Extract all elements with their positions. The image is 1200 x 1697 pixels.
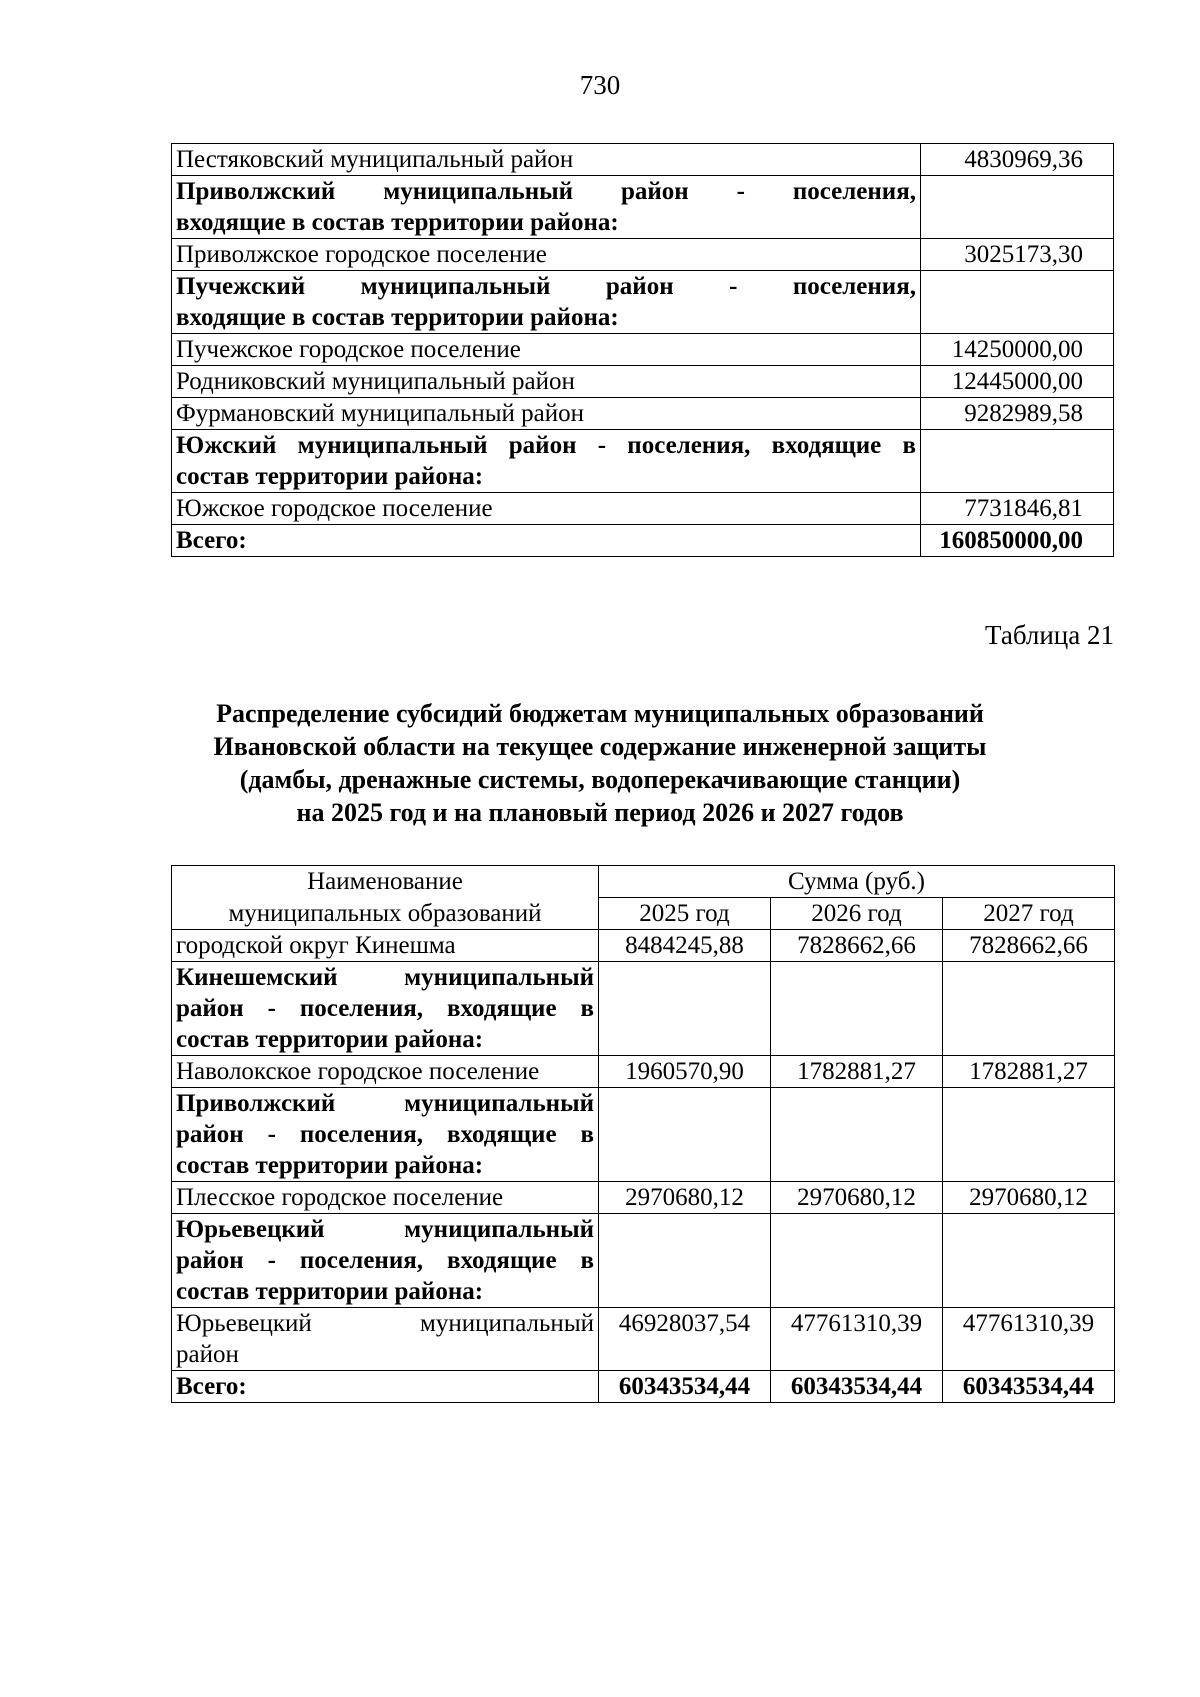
row-value-2025 <box>599 1214 771 1308</box>
subsidy-table-continued <box>171 143 1114 557</box>
table-caption: Таблица 21 <box>985 620 1114 650</box>
total-value-2025: 60343534,44 <box>599 1371 771 1403</box>
row-value: 7731846,81 <box>921 493 1114 525</box>
total-value: 160850000,00 <box>921 525 1114 557</box>
table-row <box>172 176 1114 239</box>
row-value: 3025173,30 <box>921 239 1114 271</box>
row-name: Родниковский муниципальный район <box>172 366 921 398</box>
row-name: Приволжское городское поселение <box>172 239 921 271</box>
row-value-2027: 2970680,12 <box>943 1182 1115 1214</box>
row-name-line: район <box>176 1341 239 1368</box>
total-label: Всего: <box>172 1371 599 1403</box>
row-name <box>172 962 599 1056</box>
header-name: Наименование <box>172 866 599 898</box>
row-value-2027 <box>943 1088 1115 1182</box>
table-row <box>172 1214 1115 1308</box>
title-line: Распределение субсидий бюджетам муниципальных образований <box>216 699 984 728</box>
table-row <box>172 398 1114 430</box>
row-value-2025 <box>599 1088 771 1182</box>
row-name: Пестяковский муниципальный район <box>172 144 921 176</box>
row-name-line: состав территории района: <box>176 463 484 490</box>
row-value-2025: 2970680,12 <box>599 1182 771 1214</box>
row-value-2026: 1782881,27 <box>771 1056 943 1088</box>
row-value-2026: 7828662,66 <box>771 930 943 962</box>
row-name: Наволокское городское поселение <box>172 1056 599 1088</box>
row-value-2025: 1960570,90 <box>599 1056 771 1088</box>
row-value-2027: 7828662,66 <box>943 930 1115 962</box>
header-row <box>172 866 1115 898</box>
row-value: 9282989,58 <box>921 398 1114 430</box>
row-name <box>172 176 921 239</box>
table-row <box>172 1182 1115 1214</box>
total-value-2027: 60343534,44 <box>943 1371 1115 1403</box>
table-row <box>172 930 1115 962</box>
row-name <box>172 271 921 334</box>
table-row <box>172 334 1114 366</box>
header-sum: Сумма (руб.) <box>599 866 1115 898</box>
table-row <box>172 144 1114 176</box>
header-name: муниципальных образований <box>172 898 599 930</box>
row-value: 14250000,00 <box>921 334 1114 366</box>
row-value-2026 <box>771 962 943 1056</box>
row-value: 12445000,00 <box>921 366 1114 398</box>
row-name-line: входящие в состав территории района: <box>176 209 619 236</box>
title-line: на 2025 год и на плановый период 2026 и 2027 годов <box>296 798 904 827</box>
row-value-2026 <box>771 1214 943 1308</box>
row-name-line: район - поселения, входящие в <box>176 1247 594 1274</box>
table-row <box>172 366 1114 398</box>
total-value-2026: 60343534,44 <box>771 1371 943 1403</box>
row-name: Фурмановский муниципальный район <box>172 398 921 430</box>
row-value-2025: 8484245,88 <box>599 930 771 962</box>
subsidy-distribution-table <box>171 865 1115 1403</box>
row-name-line: Приволжский муниципальный <box>176 1090 594 1117</box>
page-number: 730 <box>579 70 621 100</box>
header-row <box>172 898 1115 930</box>
table-row <box>172 430 1114 493</box>
row-value-2025: 46928037,54 <box>599 1308 771 1371</box>
row-name-line: состав территории района: <box>176 1152 484 1179</box>
row-name-line: Пучежский муниципальный район - поселения, <box>176 273 916 300</box>
table-row <box>172 271 1114 334</box>
row-name-line: состав территории района: <box>176 1278 484 1305</box>
row-value <box>921 430 1114 493</box>
row-name <box>172 430 921 493</box>
row-name-line: Юрьевецкий муниципальный <box>176 1310 594 1337</box>
row-value <box>921 176 1114 239</box>
row-name: Плесское городское поселение <box>172 1182 599 1214</box>
row-name-line: входящие в состав территории района: <box>176 304 619 331</box>
row-name: Пучежское городское поселение <box>172 334 921 366</box>
table-row <box>172 239 1114 271</box>
table-row <box>172 962 1115 1056</box>
row-name-line: район - поселения, входящие в <box>176 995 594 1022</box>
row-name-line: район - поселения, входящие в <box>176 1121 594 1148</box>
row-value-2026: 2970680,12 <box>771 1182 943 1214</box>
row-name-line: Южский муниципальный район - поселения, входящие в <box>176 432 916 459</box>
row-name <box>172 1088 599 1182</box>
table-row <box>172 1308 1115 1371</box>
row-name <box>172 1308 599 1371</box>
table-title <box>0 697 1200 829</box>
row-name <box>172 1214 599 1308</box>
row-value <box>921 271 1114 334</box>
row-value-2027 <box>943 962 1115 1056</box>
total-row <box>172 1371 1115 1403</box>
title-line: (дамбы, дренажные системы, водоперекачивающие станции) <box>239 765 961 794</box>
table-row <box>172 493 1114 525</box>
row-value-2026 <box>771 1088 943 1182</box>
row-value-2027 <box>943 1214 1115 1308</box>
row-name: Южское городское поселение <box>172 493 921 525</box>
row-value: 4830969,36 <box>921 144 1114 176</box>
row-value-2027: 47761310,39 <box>943 1308 1115 1371</box>
row-name-line: состав территории района: <box>176 1026 484 1053</box>
table-row <box>172 1056 1115 1088</box>
row-name-line: Юрьевецкий муниципальный <box>176 1216 594 1243</box>
row-name: городской округ Кинешма <box>172 930 599 962</box>
total-row <box>172 525 1114 557</box>
row-name-line: Приволжский муниципальный район - поселения, <box>176 178 916 205</box>
row-name-line: Кинешемский муниципальный <box>176 964 594 991</box>
row-value-2026: 47761310,39 <box>771 1308 943 1371</box>
total-label: Всего: <box>172 525 921 557</box>
header-year: 2027 год <box>943 898 1115 930</box>
table-row <box>172 1088 1115 1182</box>
header-year: 2025 год <box>599 898 771 930</box>
row-value-2025 <box>599 962 771 1056</box>
row-value-2027: 1782881,27 <box>943 1056 1115 1088</box>
header-year: 2026 год <box>771 898 943 930</box>
title-line: Ивановской области на текущее содержание инженерной защиты <box>213 732 987 761</box>
